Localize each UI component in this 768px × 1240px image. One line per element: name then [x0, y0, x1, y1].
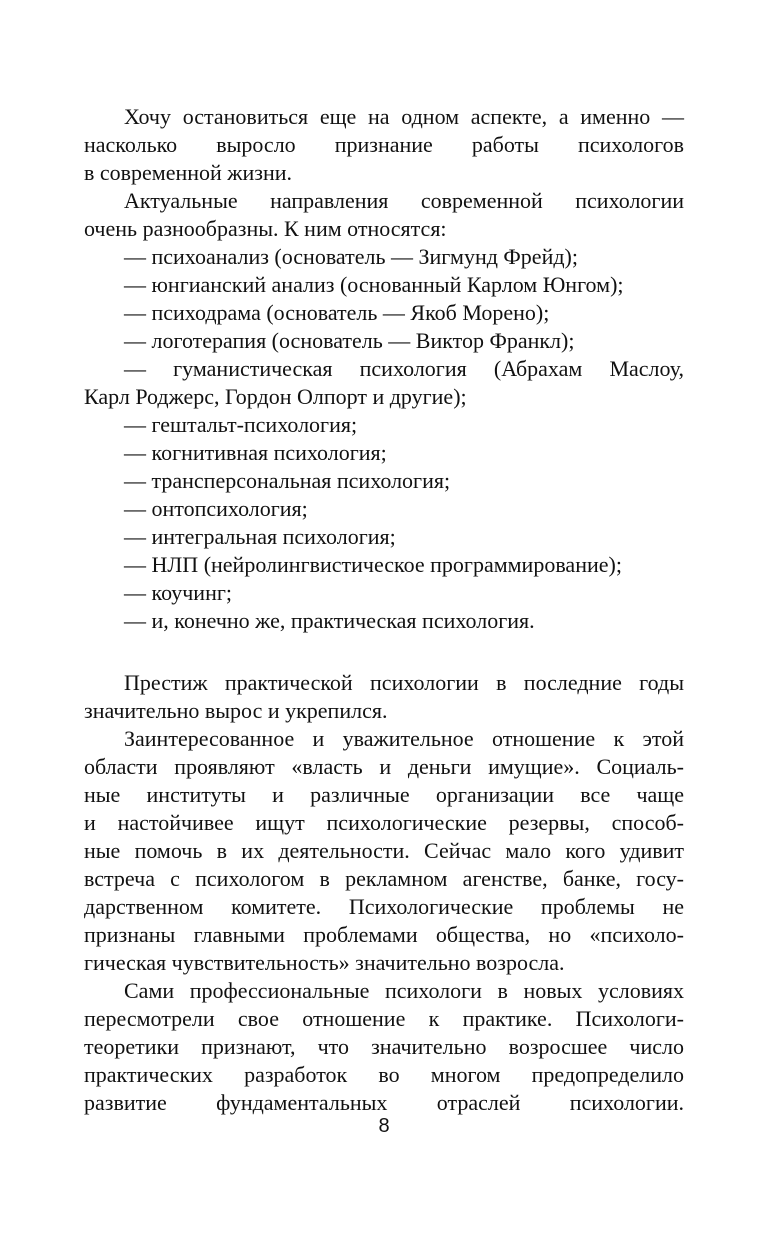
- list-item: — гуманистическая психология (Абрахам Маслоу,: [124, 356, 684, 381]
- list-item-continuation: Карл Роджерс, Гордон Олпорт и другие);: [84, 384, 467, 409]
- text-line: Престиж практической психологии в последние годы: [124, 670, 684, 695]
- text-line: значительно вырос и укрепился.: [84, 698, 388, 723]
- list-item: — логотерапия (основатель — Виктор Франкл);: [124, 328, 575, 353]
- list-item: — когнитивная психология;: [124, 440, 387, 465]
- paragraph-directions-intro: [84, 187, 684, 243]
- list-item: — интегральная психология;: [124, 524, 396, 549]
- text-line: ные помочь в их деятельности. Сейчас мало кого удивит: [84, 838, 684, 863]
- text-line: и настойчивее ищут психологические резервы, способ-: [84, 810, 684, 835]
- paragraph-spacer: [84, 635, 684, 669]
- list-item: — юнгианский анализ (основанный Карлом Юнгом);: [124, 272, 624, 297]
- list-item: — и, конечно же, практическая психология.: [124, 608, 535, 633]
- psychology-directions-list: [84, 243, 684, 635]
- text-line: очень разнообразны. К ним относятся:: [84, 216, 447, 241]
- paragraph-interest: [84, 725, 684, 977]
- list-item: — НЛП (нейролингвистическое программирование);: [124, 552, 622, 577]
- text-line: встреча с психологом в рекламном агенстве, банке, госу-: [84, 866, 684, 891]
- paragraph-prestige: [84, 669, 684, 725]
- paragraph-work-recognition: [84, 103, 684, 187]
- text-line: признаны главными проблемами общества, но «психоло-: [84, 922, 684, 947]
- text-line: ные институты и различные организации все чаще: [84, 782, 684, 807]
- list-item: — коучинг;: [124, 580, 232, 605]
- text-line: в современной жизни.: [84, 160, 293, 185]
- text-line: Заинтересованное и уважительное отношение к этой: [124, 726, 684, 751]
- paragraph-professionals: [84, 977, 684, 1117]
- page-number: 8: [378, 1115, 390, 1137]
- text-line: Сами профессиональные психологи в новых условиях: [124, 978, 684, 1003]
- page-body: [84, 103, 684, 1117]
- list-item: — психоанализ (основатель — Зигмунд Фрейд);: [124, 244, 578, 269]
- text-line: развитие фундаментальных отраслей психологии.: [84, 1090, 684, 1115]
- list-item: — гештальт-психология;: [124, 412, 358, 437]
- text-line: области проявляют «власть и деньги имущие». Социаль-: [84, 754, 684, 779]
- text-line: Актуальные направления современной психологии: [124, 188, 684, 213]
- text-line: практических разработок во многом предопределило: [84, 1062, 684, 1087]
- text-line: дарственном комитете. Психологические проблемы не: [84, 894, 684, 919]
- text-line: пересмотрели свое отношение к практике. Психологи-: [84, 1006, 684, 1031]
- list-item: — трансперсональная психология;: [124, 468, 451, 493]
- list-item: — онтопсихология;: [124, 496, 308, 521]
- text-line: гическая чувствительность» значительно возросла.: [84, 950, 565, 975]
- text-line: насколько выросло признание работы психологов: [84, 132, 684, 157]
- text-line: теоретики признают, что значительно возросшее число: [84, 1034, 684, 1059]
- text-line: Хочу остановиться еще на одном аспекте, а именно —: [124, 104, 684, 129]
- list-item: — психодрама (основатель — Якоб Морено);: [124, 300, 550, 325]
